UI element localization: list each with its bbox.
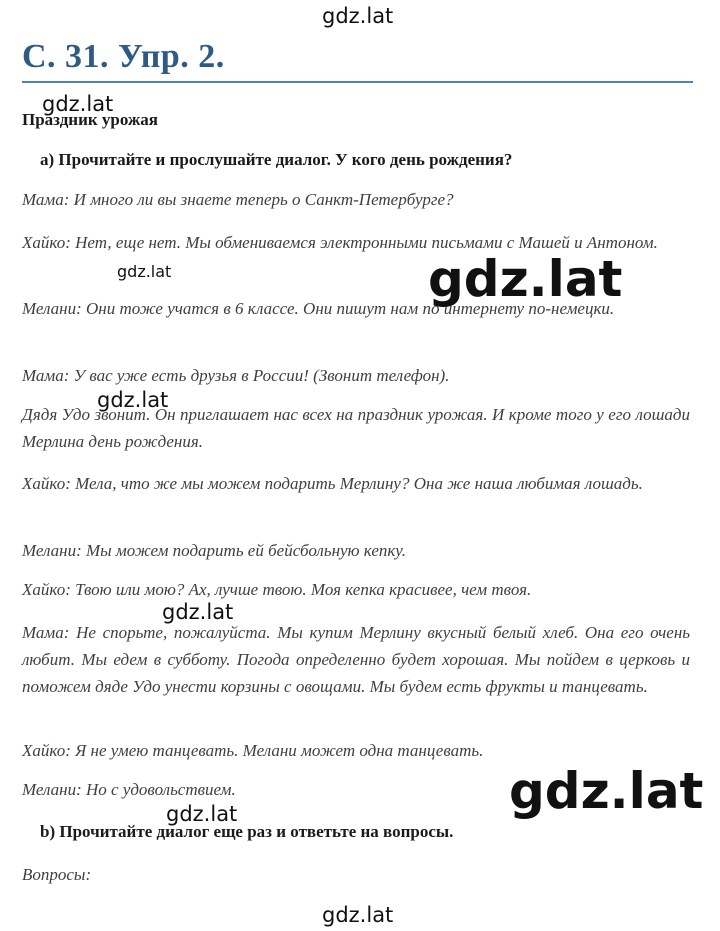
dialogue-line: Мелани: Они тоже учатся в 6 классе. Они пишут нам по интернету по-немецки. — [22, 299, 615, 318]
dialogue-line: Мелани: Мы можем подарить ей бейсбольную кепку. — [22, 541, 407, 560]
watermark: gdz.lat — [162, 600, 234, 624]
watermark: gdz.lat — [428, 250, 623, 308]
dialogue-line: Мама: И много ли вы знаете теперь о Санкт-Петербурге? — [22, 190, 454, 209]
watermark: gdz.lat — [42, 92, 114, 116]
watermark: gdz.lat — [509, 762, 704, 820]
dialogue-line: Хайко: Нет, еще нет. Мы обмениваемся электронными письмами с Машей и Антоном. — [22, 233, 658, 252]
watermark: gdz.lat — [117, 262, 172, 281]
watermark: gdz.lat — [97, 388, 169, 412]
dialogue-line: Хайко: Твою или мою? Ах, лучше твою. Моя кепка красивее, чем твоя. — [22, 580, 532, 599]
dialogue-line: Хайко: Мела, что же мы можем подарить Мерлину? Она же наша любимая лошадь. — [22, 474, 643, 493]
dialogue-line: Мама: Не спорьте, пожалуйста. Мы купим Мерлину вкусный белый хлеб. Она его очень любит. Мы едем в субботу. Погода определенно будет хорошая. Мы пойдем в церковь и поможем дяде Удо унести корзины с овощами. Мы будем есть фрукты и танцевать. — [22, 623, 690, 696]
watermark: gdz.lat — [166, 802, 238, 826]
questions-label: Вопросы: — [22, 865, 92, 884]
page-title: С. 31. Упр. 2. — [22, 38, 225, 75]
watermark: gdz.lat — [322, 4, 394, 28]
question-a: a) Прочитайте и прослушайте диалог. У кого день рождения? — [40, 150, 513, 169]
dialogue-line: Мама: У вас уже есть друзья в России! (Звонит телефон). — [22, 366, 450, 385]
dialogue-line: Хайко: Я не умею танцевать. Мелани может одна танцевать. — [22, 741, 484, 760]
section-heading: Праздник урожая — [22, 110, 158, 129]
dialogue-line: Дядя Удо звонит. Он приглашает нас всех на праздник урожая. И кроме того у его лошади Мерлина день рождения. — [22, 405, 690, 451]
title-divider — [22, 81, 693, 83]
dialogue-line: Мелани: Но с удовольствием. — [22, 780, 236, 799]
watermark: gdz.lat — [322, 903, 394, 927]
question-b: b) Прочитайте диалог еще раз и ответьте на вопросы. — [40, 822, 454, 841]
